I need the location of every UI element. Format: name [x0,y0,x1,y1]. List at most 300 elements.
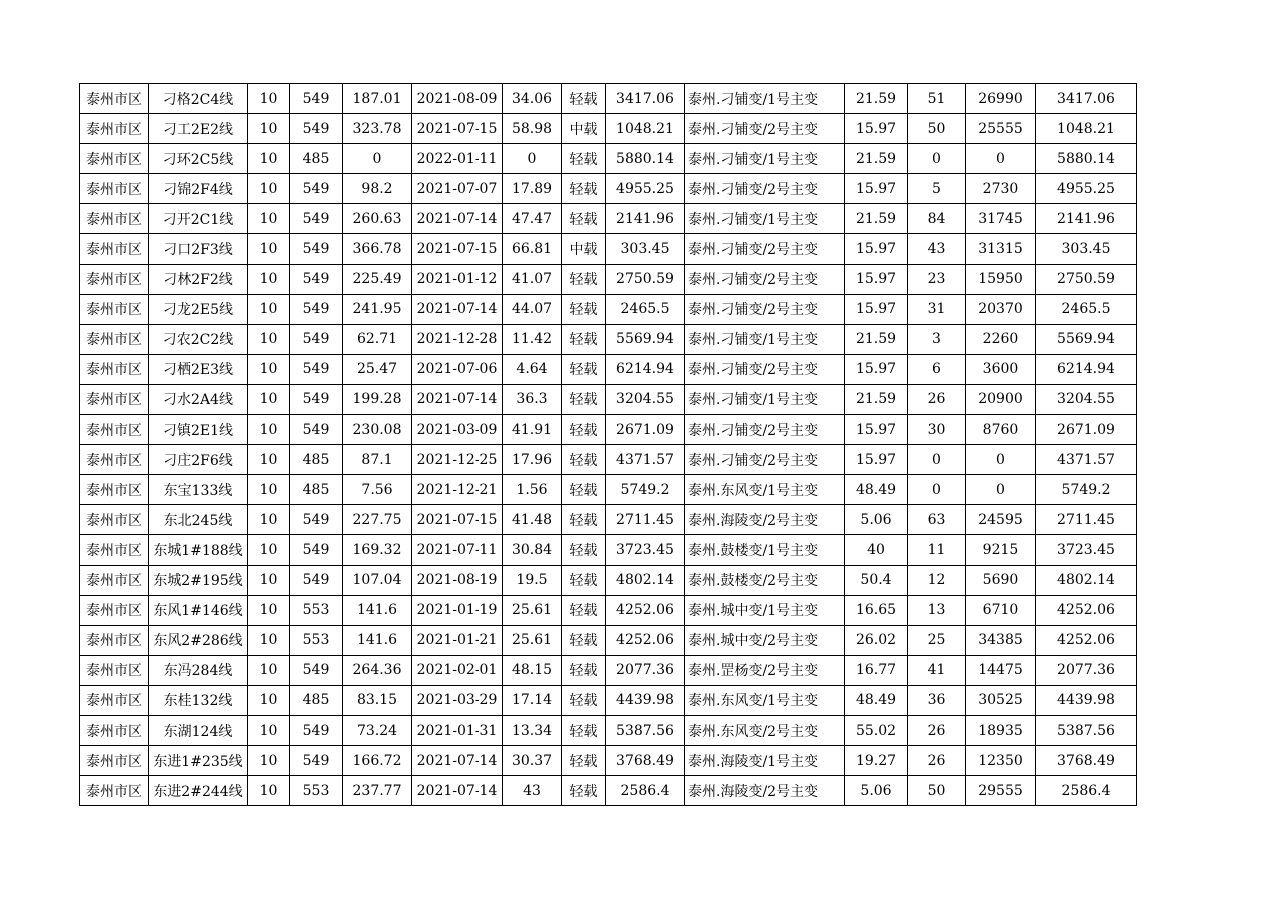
table-row [80,384,1137,414]
max-date-cell: 2021-07-14 [412,204,503,234]
load-level-cell: 轻载 [562,204,606,234]
capacity-cell: 14475 [966,655,1036,685]
load-rate-cell: 44.07 [503,294,562,324]
max-current-cell: 98.2 [343,174,412,204]
remaining-capacity-cell: 4252.06 [1036,595,1137,625]
voltage-cell: 10 [248,294,290,324]
voltage-cell: 10 [248,746,290,776]
user-count-cell: 36 [908,685,966,715]
user-count-cell: 30 [908,415,966,445]
table-row [80,685,1137,715]
user-count-cell: 13 [908,595,966,625]
remaining-capacity-cell: 5749.2 [1036,475,1137,505]
capacity-cell: 12350 [966,746,1036,776]
available-capacity-cell: 3204.55 [606,384,685,414]
line-name-cell: 刁环2C5线 [149,144,248,174]
line-name-cell: 刁格2C4线 [149,84,248,114]
max-date-cell: 2021-07-07 [412,174,503,204]
line-name-cell: 东城2#195线 [149,565,248,595]
substation-transformer-cell: 泰州.刁铺变/2号主变 [685,114,845,144]
max-current-cell: 230.08 [343,415,412,445]
substation-transformer-cell: 泰州.刁铺变/1号主变 [685,324,845,354]
max-date-cell: 2021-07-14 [412,384,503,414]
voltage-cell: 10 [248,84,290,114]
user-count-cell: 26 [908,715,966,745]
max-current-cell: 366.78 [343,234,412,264]
load-rate-cell: 34.06 [503,84,562,114]
max-date-cell: 2021-03-09 [412,415,503,445]
substation-transformer-cell: 泰州.东风变/1号主变 [685,685,845,715]
region-cell: 泰州市区 [80,655,149,685]
substation-transformer-cell: 泰州.刁铺变/1号主变 [685,204,845,234]
max-current-cell: 83.15 [343,685,412,715]
line-name-cell: 东湖124线 [149,715,248,745]
rated-current-cell: 553 [290,625,343,655]
transformer-load-cell: 16.77 [845,655,908,685]
available-capacity-cell: 303.45 [606,234,685,264]
region-cell: 泰州市区 [80,475,149,505]
max-current-cell: 241.95 [343,294,412,324]
available-capacity-cell: 3723.45 [606,535,685,565]
load-level-cell: 轻载 [562,685,606,715]
line-name-cell: 东风2#286线 [149,625,248,655]
remaining-capacity-cell: 4439.98 [1036,685,1137,715]
max-date-cell: 2021-07-15 [412,234,503,264]
capacity-cell: 18935 [966,715,1036,745]
substation-transformer-cell: 泰州.海陵变/2号主变 [685,505,845,535]
max-current-cell: 166.72 [343,746,412,776]
table-body [80,84,1137,806]
region-cell: 泰州市区 [80,294,149,324]
load-level-cell: 轻载 [562,445,606,475]
available-capacity-cell: 4802.14 [606,565,685,595]
load-rate-cell: 48.15 [503,655,562,685]
load-level-cell: 轻载 [562,84,606,114]
load-level-cell: 轻载 [562,746,606,776]
substation-transformer-cell: 泰州.刁铺变/2号主变 [685,264,845,294]
max-current-cell: 25.47 [343,354,412,384]
substation-transformer-cell: 泰州.刁铺变/2号主变 [685,354,845,384]
transformer-load-cell: 50.4 [845,565,908,595]
max-date-cell: 2021-08-19 [412,565,503,595]
table-row [80,445,1137,475]
rated-current-cell: 485 [290,445,343,475]
max-date-cell: 2021-07-11 [412,535,503,565]
region-cell: 泰州市区 [80,776,149,806]
capacity-cell: 34385 [966,625,1036,655]
transformer-load-cell: 5.06 [845,505,908,535]
transformer-load-cell: 21.59 [845,84,908,114]
transformer-load-cell: 15.97 [845,264,908,294]
region-cell: 泰州市区 [80,595,149,625]
available-capacity-cell: 2141.96 [606,204,685,234]
voltage-cell: 10 [248,445,290,475]
transformer-load-cell: 16.65 [845,595,908,625]
region-cell: 泰州市区 [80,264,149,294]
user-count-cell: 43 [908,234,966,264]
substation-transformer-cell: 泰州.城中变/2号主变 [685,625,845,655]
available-capacity-cell: 5880.14 [606,144,685,174]
capacity-cell: 26990 [966,84,1036,114]
max-current-cell: 7.56 [343,475,412,505]
remaining-capacity-cell: 4252.06 [1036,625,1137,655]
line-name-cell: 刁农2C2线 [149,324,248,354]
available-capacity-cell: 6214.94 [606,354,685,384]
remaining-capacity-cell: 2671.09 [1036,415,1137,445]
substation-transformer-cell: 泰州.刁铺变/2号主变 [685,174,845,204]
rated-current-cell: 549 [290,114,343,144]
load-rate-cell: 17.14 [503,685,562,715]
capacity-cell: 0 [966,475,1036,505]
substation-transformer-cell: 泰州.刁铺变/1号主变 [685,84,845,114]
rated-current-cell: 549 [290,505,343,535]
transformer-load-cell: 15.97 [845,415,908,445]
voltage-cell: 10 [248,505,290,535]
region-cell: 泰州市区 [80,204,149,234]
rated-current-cell: 549 [290,655,343,685]
max-current-cell: 62.71 [343,324,412,354]
load-level-cell: 轻载 [562,354,606,384]
load-rate-cell: 11.42 [503,324,562,354]
rated-current-cell: 549 [290,324,343,354]
remaining-capacity-cell: 3417.06 [1036,84,1137,114]
max-date-cell: 2021-07-14 [412,776,503,806]
rated-current-cell: 553 [290,595,343,625]
load-rate-cell: 30.84 [503,535,562,565]
available-capacity-cell: 5749.2 [606,475,685,505]
user-count-cell: 50 [908,776,966,806]
remaining-capacity-cell: 2077.36 [1036,655,1137,685]
substation-transformer-cell: 泰州.刁铺变/2号主变 [685,445,845,475]
max-current-cell: 227.75 [343,505,412,535]
transformer-load-cell: 15.97 [845,174,908,204]
max-date-cell: 2021-01-21 [412,625,503,655]
voltage-cell: 10 [248,234,290,264]
user-count-cell: 51 [908,84,966,114]
available-capacity-cell: 2671.09 [606,415,685,445]
voltage-cell: 10 [248,655,290,685]
available-capacity-cell: 3417.06 [606,84,685,114]
voltage-cell: 10 [248,535,290,565]
rated-current-cell: 549 [290,565,343,595]
max-date-cell: 2021-07-06 [412,354,503,384]
remaining-capacity-cell: 1048.21 [1036,114,1137,144]
rated-current-cell: 485 [290,475,343,505]
region-cell: 泰州市区 [80,685,149,715]
voltage-cell: 10 [248,114,290,144]
load-level-cell: 轻载 [562,505,606,535]
load-level-cell: 轻载 [562,565,606,595]
remaining-capacity-cell: 5387.56 [1036,715,1137,745]
capacity-cell: 24595 [966,505,1036,535]
available-capacity-cell: 5569.94 [606,324,685,354]
load-rate-cell: 41.48 [503,505,562,535]
capacity-cell: 0 [966,144,1036,174]
line-name-cell: 东桂132线 [149,685,248,715]
line-name-cell: 刁庄2F6线 [149,445,248,475]
user-count-cell: 11 [908,535,966,565]
load-rate-cell: 30.37 [503,746,562,776]
user-count-cell: 84 [908,204,966,234]
substation-transformer-cell: 泰州.海陵变/1号主变 [685,746,845,776]
max-date-cell: 2021-12-28 [412,324,503,354]
remaining-capacity-cell: 3204.55 [1036,384,1137,414]
table-row [80,565,1137,595]
voltage-cell: 10 [248,595,290,625]
table-row [80,204,1137,234]
capacity-cell: 5690 [966,565,1036,595]
line-name-cell: 刁锦2F4线 [149,174,248,204]
max-current-cell: 260.63 [343,204,412,234]
user-count-cell: 6 [908,354,966,384]
region-cell: 泰州市区 [80,144,149,174]
table-row [80,715,1137,745]
max-date-cell: 2021-12-25 [412,445,503,475]
capacity-cell: 25555 [966,114,1036,144]
max-date-cell: 2021-07-15 [412,505,503,535]
max-current-cell: 141.6 [343,595,412,625]
table-row [80,655,1137,685]
table-row [80,595,1137,625]
table-row [80,174,1137,204]
capacity-cell: 20900 [966,384,1036,414]
substation-transformer-cell: 泰州.刁铺变/1号主变 [685,144,845,174]
feeder-load-table [79,83,1137,806]
load-level-cell: 轻载 [562,715,606,745]
table-row [80,415,1137,445]
line-name-cell: 刁开2C1线 [149,204,248,234]
capacity-cell: 8760 [966,415,1036,445]
table-row [80,535,1137,565]
available-capacity-cell: 2586.4 [606,776,685,806]
line-name-cell: 刁龙2E5线 [149,294,248,324]
available-capacity-cell: 5387.56 [606,715,685,745]
load-level-cell: 轻载 [562,655,606,685]
load-rate-cell: 1.56 [503,475,562,505]
line-name-cell: 东宝133线 [149,475,248,505]
user-count-cell: 23 [908,264,966,294]
voltage-cell: 10 [248,625,290,655]
line-name-cell: 刁栖2E3线 [149,354,248,384]
load-level-cell: 轻载 [562,264,606,294]
load-level-cell: 轻载 [562,294,606,324]
available-capacity-cell: 4371.57 [606,445,685,475]
voltage-cell: 10 [248,324,290,354]
substation-transformer-cell: 泰州.刁铺变/1号主变 [685,384,845,414]
load-rate-cell: 0 [503,144,562,174]
voltage-cell: 10 [248,204,290,234]
table-row [80,84,1137,114]
region-cell: 泰州市区 [80,625,149,655]
transformer-load-cell: 48.49 [845,685,908,715]
rated-current-cell: 549 [290,84,343,114]
region-cell: 泰州市区 [80,715,149,745]
capacity-cell: 9215 [966,535,1036,565]
user-count-cell: 25 [908,625,966,655]
substation-transformer-cell: 泰州.刁铺变/2号主变 [685,234,845,264]
transformer-load-cell: 15.97 [845,234,908,264]
line-name-cell: 东进1#235线 [149,746,248,776]
substation-transformer-cell: 泰州.罡杨变/2号主变 [685,655,845,685]
capacity-cell: 2260 [966,324,1036,354]
remaining-capacity-cell: 6214.94 [1036,354,1137,384]
line-name-cell: 东冯284线 [149,655,248,685]
max-date-cell: 2021-08-09 [412,84,503,114]
user-count-cell: 63 [908,505,966,535]
voltage-cell: 10 [248,354,290,384]
line-name-cell: 刁口2F3线 [149,234,248,264]
max-current-cell: 169.32 [343,535,412,565]
substation-transformer-cell: 泰州.东风变/2号主变 [685,715,845,745]
max-date-cell: 2022-01-11 [412,144,503,174]
user-count-cell: 5 [908,174,966,204]
max-current-cell: 141.6 [343,625,412,655]
table-row [80,264,1137,294]
table-row [80,234,1137,264]
remaining-capacity-cell: 2465.5 [1036,294,1137,324]
available-capacity-cell: 2711.45 [606,505,685,535]
max-date-cell: 2021-01-19 [412,595,503,625]
available-capacity-cell: 4252.06 [606,595,685,625]
transformer-load-cell: 19.27 [845,746,908,776]
user-count-cell: 0 [908,144,966,174]
region-cell: 泰州市区 [80,535,149,565]
transformer-load-cell: 5.06 [845,776,908,806]
max-current-cell: 225.49 [343,264,412,294]
load-rate-cell: 47.47 [503,204,562,234]
load-rate-cell: 25.61 [503,625,562,655]
load-level-cell: 中载 [562,114,606,144]
user-count-cell: 12 [908,565,966,595]
load-rate-cell: 58.98 [503,114,562,144]
substation-transformer-cell: 泰州.城中变/1号主变 [685,595,845,625]
max-date-cell: 2021-07-14 [412,746,503,776]
capacity-cell: 30525 [966,685,1036,715]
table-row [80,475,1137,505]
available-capacity-cell: 4439.98 [606,685,685,715]
load-level-cell: 轻载 [562,595,606,625]
max-current-cell: 0 [343,144,412,174]
line-name-cell: 东进2#244线 [149,776,248,806]
transformer-load-cell: 40 [845,535,908,565]
rated-current-cell: 549 [290,354,343,384]
transformer-load-cell: 15.97 [845,294,908,324]
transformer-load-cell: 21.59 [845,324,908,354]
transformer-load-cell: 55.02 [845,715,908,745]
rated-current-cell: 549 [290,715,343,745]
line-name-cell: 东城1#188线 [149,535,248,565]
table-row [80,144,1137,174]
rated-current-cell: 485 [290,144,343,174]
user-count-cell: 26 [908,746,966,776]
rated-current-cell: 549 [290,415,343,445]
max-date-cell: 2021-07-14 [412,294,503,324]
voltage-cell: 10 [248,415,290,445]
load-level-cell: 轻载 [562,384,606,414]
table-row [80,776,1137,806]
capacity-cell: 3600 [966,354,1036,384]
line-name-cell: 刁林2F2线 [149,264,248,294]
remaining-capacity-cell: 5569.94 [1036,324,1137,354]
available-capacity-cell: 2077.36 [606,655,685,685]
remaining-capacity-cell: 3768.49 [1036,746,1137,776]
load-rate-cell: 36.3 [503,384,562,414]
capacity-cell: 6710 [966,595,1036,625]
substation-transformer-cell: 泰州.东风变/1号主变 [685,475,845,505]
capacity-cell: 0 [966,445,1036,475]
load-rate-cell: 41.07 [503,264,562,294]
available-capacity-cell: 1048.21 [606,114,685,144]
voltage-cell: 10 [248,144,290,174]
transformer-load-cell: 15.97 [845,354,908,384]
capacity-cell: 15950 [966,264,1036,294]
remaining-capacity-cell: 303.45 [1036,234,1137,264]
substation-transformer-cell: 泰州.刁铺变/2号主变 [685,415,845,445]
load-rate-cell: 13.34 [503,715,562,745]
max-date-cell: 2021-07-15 [412,114,503,144]
remaining-capacity-cell: 4955.25 [1036,174,1137,204]
user-count-cell: 0 [908,475,966,505]
line-name-cell: 刁镇2E1线 [149,415,248,445]
table-row [80,114,1137,144]
region-cell: 泰州市区 [80,565,149,595]
user-count-cell: 0 [908,445,966,475]
load-rate-cell: 19.5 [503,565,562,595]
transformer-load-cell: 21.59 [845,144,908,174]
rated-current-cell: 549 [290,264,343,294]
remaining-capacity-cell: 2750.59 [1036,264,1137,294]
region-cell: 泰州市区 [80,384,149,414]
max-date-cell: 2021-02-01 [412,655,503,685]
max-current-cell: 237.77 [343,776,412,806]
load-rate-cell: 25.61 [503,595,562,625]
remaining-capacity-cell: 5880.14 [1036,144,1137,174]
available-capacity-cell: 4252.06 [606,625,685,655]
capacity-cell: 31745 [966,204,1036,234]
transformer-load-cell: 15.97 [845,114,908,144]
max-date-cell: 2021-03-29 [412,685,503,715]
rated-current-cell: 549 [290,174,343,204]
voltage-cell: 10 [248,264,290,294]
line-name-cell: 刁水2A4线 [149,384,248,414]
user-count-cell: 3 [908,324,966,354]
table-row [80,324,1137,354]
load-rate-cell: 17.96 [503,445,562,475]
voltage-cell: 10 [248,776,290,806]
table-row [80,625,1137,655]
rated-current-cell: 549 [290,746,343,776]
region-cell: 泰州市区 [80,415,149,445]
max-current-cell: 264.36 [343,655,412,685]
table-row [80,505,1137,535]
max-current-cell: 107.04 [343,565,412,595]
substation-transformer-cell: 泰州.刁铺变/2号主变 [685,294,845,324]
max-current-cell: 323.78 [343,114,412,144]
user-count-cell: 50 [908,114,966,144]
transformer-load-cell: 21.59 [845,384,908,414]
capacity-cell: 20370 [966,294,1036,324]
voltage-cell: 10 [248,565,290,595]
region-cell: 泰州市区 [80,84,149,114]
remaining-capacity-cell: 4802.14 [1036,565,1137,595]
region-cell: 泰州市区 [80,114,149,144]
table-row [80,354,1137,384]
load-level-cell: 轻载 [562,415,606,445]
line-name-cell: 刁工2E2线 [149,114,248,144]
table-row [80,746,1137,776]
load-level-cell: 中载 [562,234,606,264]
voltage-cell: 10 [248,715,290,745]
